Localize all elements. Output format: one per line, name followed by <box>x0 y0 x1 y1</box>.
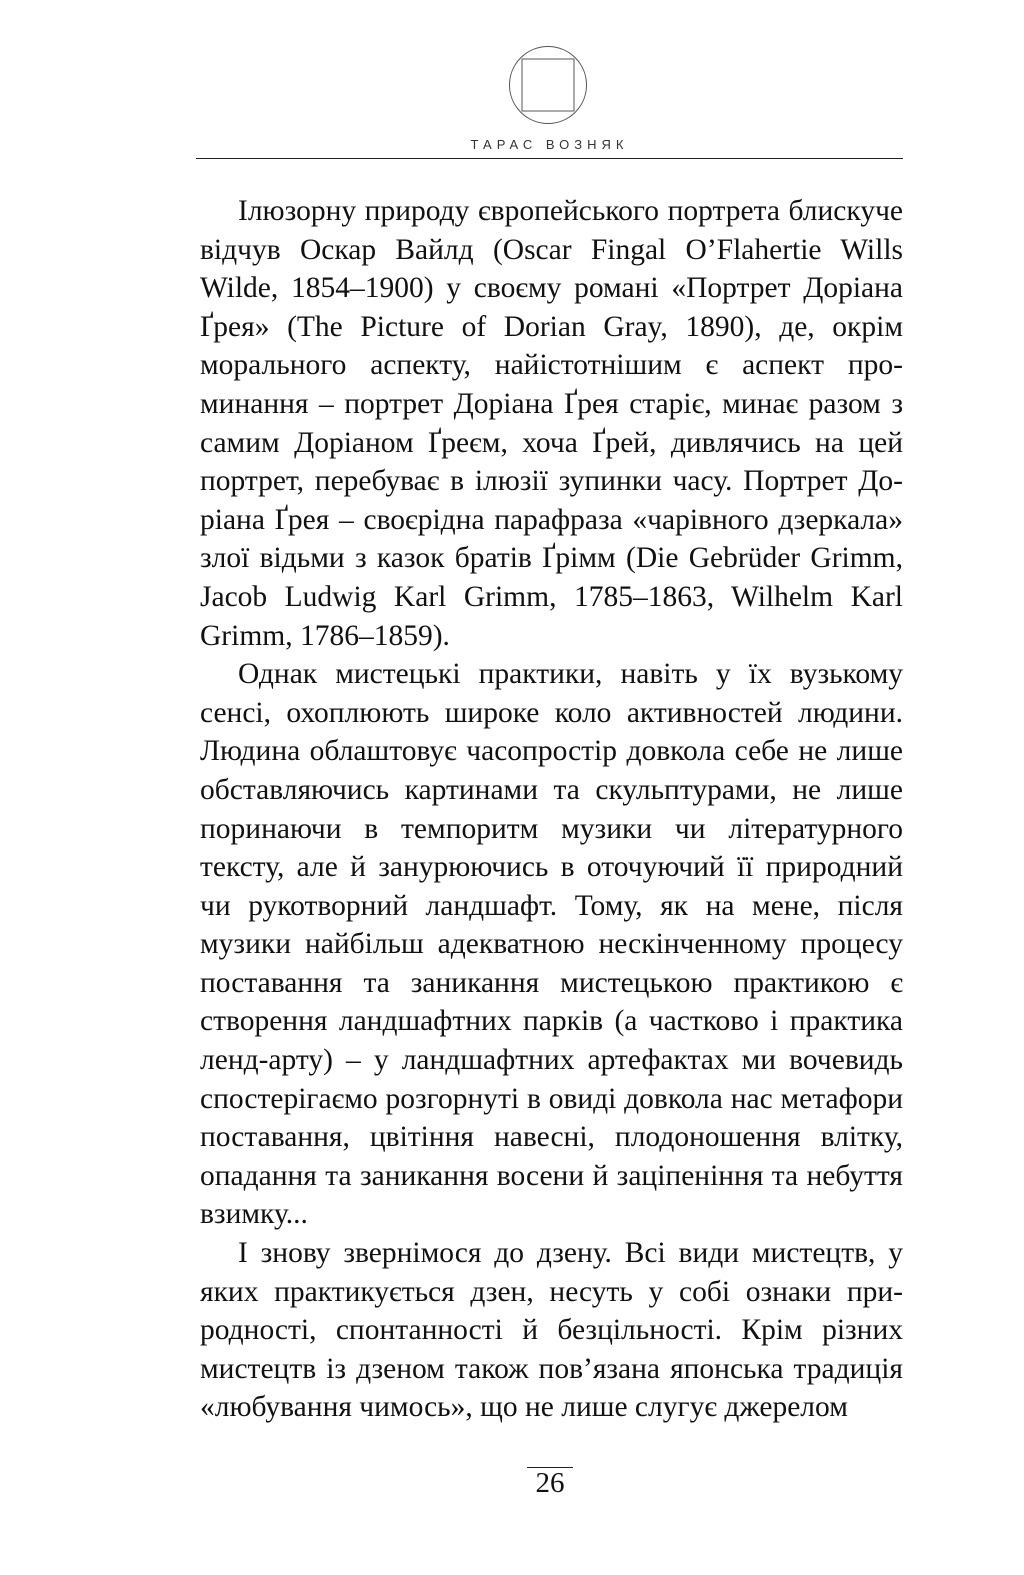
page-number: 26 <box>535 1467 565 1499</box>
paragraph-zen: І знову звернімося до дзену. Всі види мистецтв, у яких практикується дзен, несуть у собі ознаки природності, спонтанності й безцільності. Крім різних мистецтв із дзеном також пов’язана японська традиція «любування чимось», що не лише слугує джерелом <box>200 1237 903 1424</box>
header-rule <box>196 158 903 159</box>
running-head-author: ТАРАС ВОЗНЯК <box>470 137 629 152</box>
page-body <box>200 192 903 1427</box>
paragraph-dorian-gray: Ілюзорну природу європейського портрета блискуче відчув Оскар Вайлд (Oscar Fingal O’Flahertie Wills Wilde, 1854–1900) у своєму романі «Портрет Доріана Ґрея» (The Picture of Dorian Gray, 1890), де, окрім морального аспекту, найістотнішим є аспект проминання – портрет Доріана Ґрея старіє, минає разом з самим Доріаном Ґреєм, хоча Ґрей, дивлячись на цей портрет, перебуває в ілюзії зупинки часу. Портрет Доріана Ґрея – своєрідна парафраза «чарівного дзеркала» злої відьми з казок братів Ґрімм (Die Gebrüder Grimm, Jacob Ludwig Karl Grimm, 1785–1863, Wilhelm Karl Grimm, 1786–1859). <box>200 195 903 652</box>
paragraph-art-practices: Однак мистецькі практики, навіть у їх вузькому сенсі, охоплюють широке коло активностей людини. Людина облаштовує часопростір довкола себе не лише обставляючись картинами та скульптурами, не лише поринаючи в темпоритм музики чи літературного тексту, але й занурюючись в оточуючий її природний чи рукотворний ландшафт. Тому, як на мене, після музики найбільш адекватною нескінченному процесу поставання та заникання мистецькою практикою є створення ландшафтних парків (а частково і практика ленд-арту) – у ландшафтних артефактах ми вочевидь спостерігаємо розгорнуті в овиді довкола нас метафори поставання, цвітіння навесні, плодоношення влітку, опадання та заникання восени й заціпеніння та небуття взимку... <box>200 658 903 1231</box>
circle-in-square-icon <box>508 45 588 125</box>
